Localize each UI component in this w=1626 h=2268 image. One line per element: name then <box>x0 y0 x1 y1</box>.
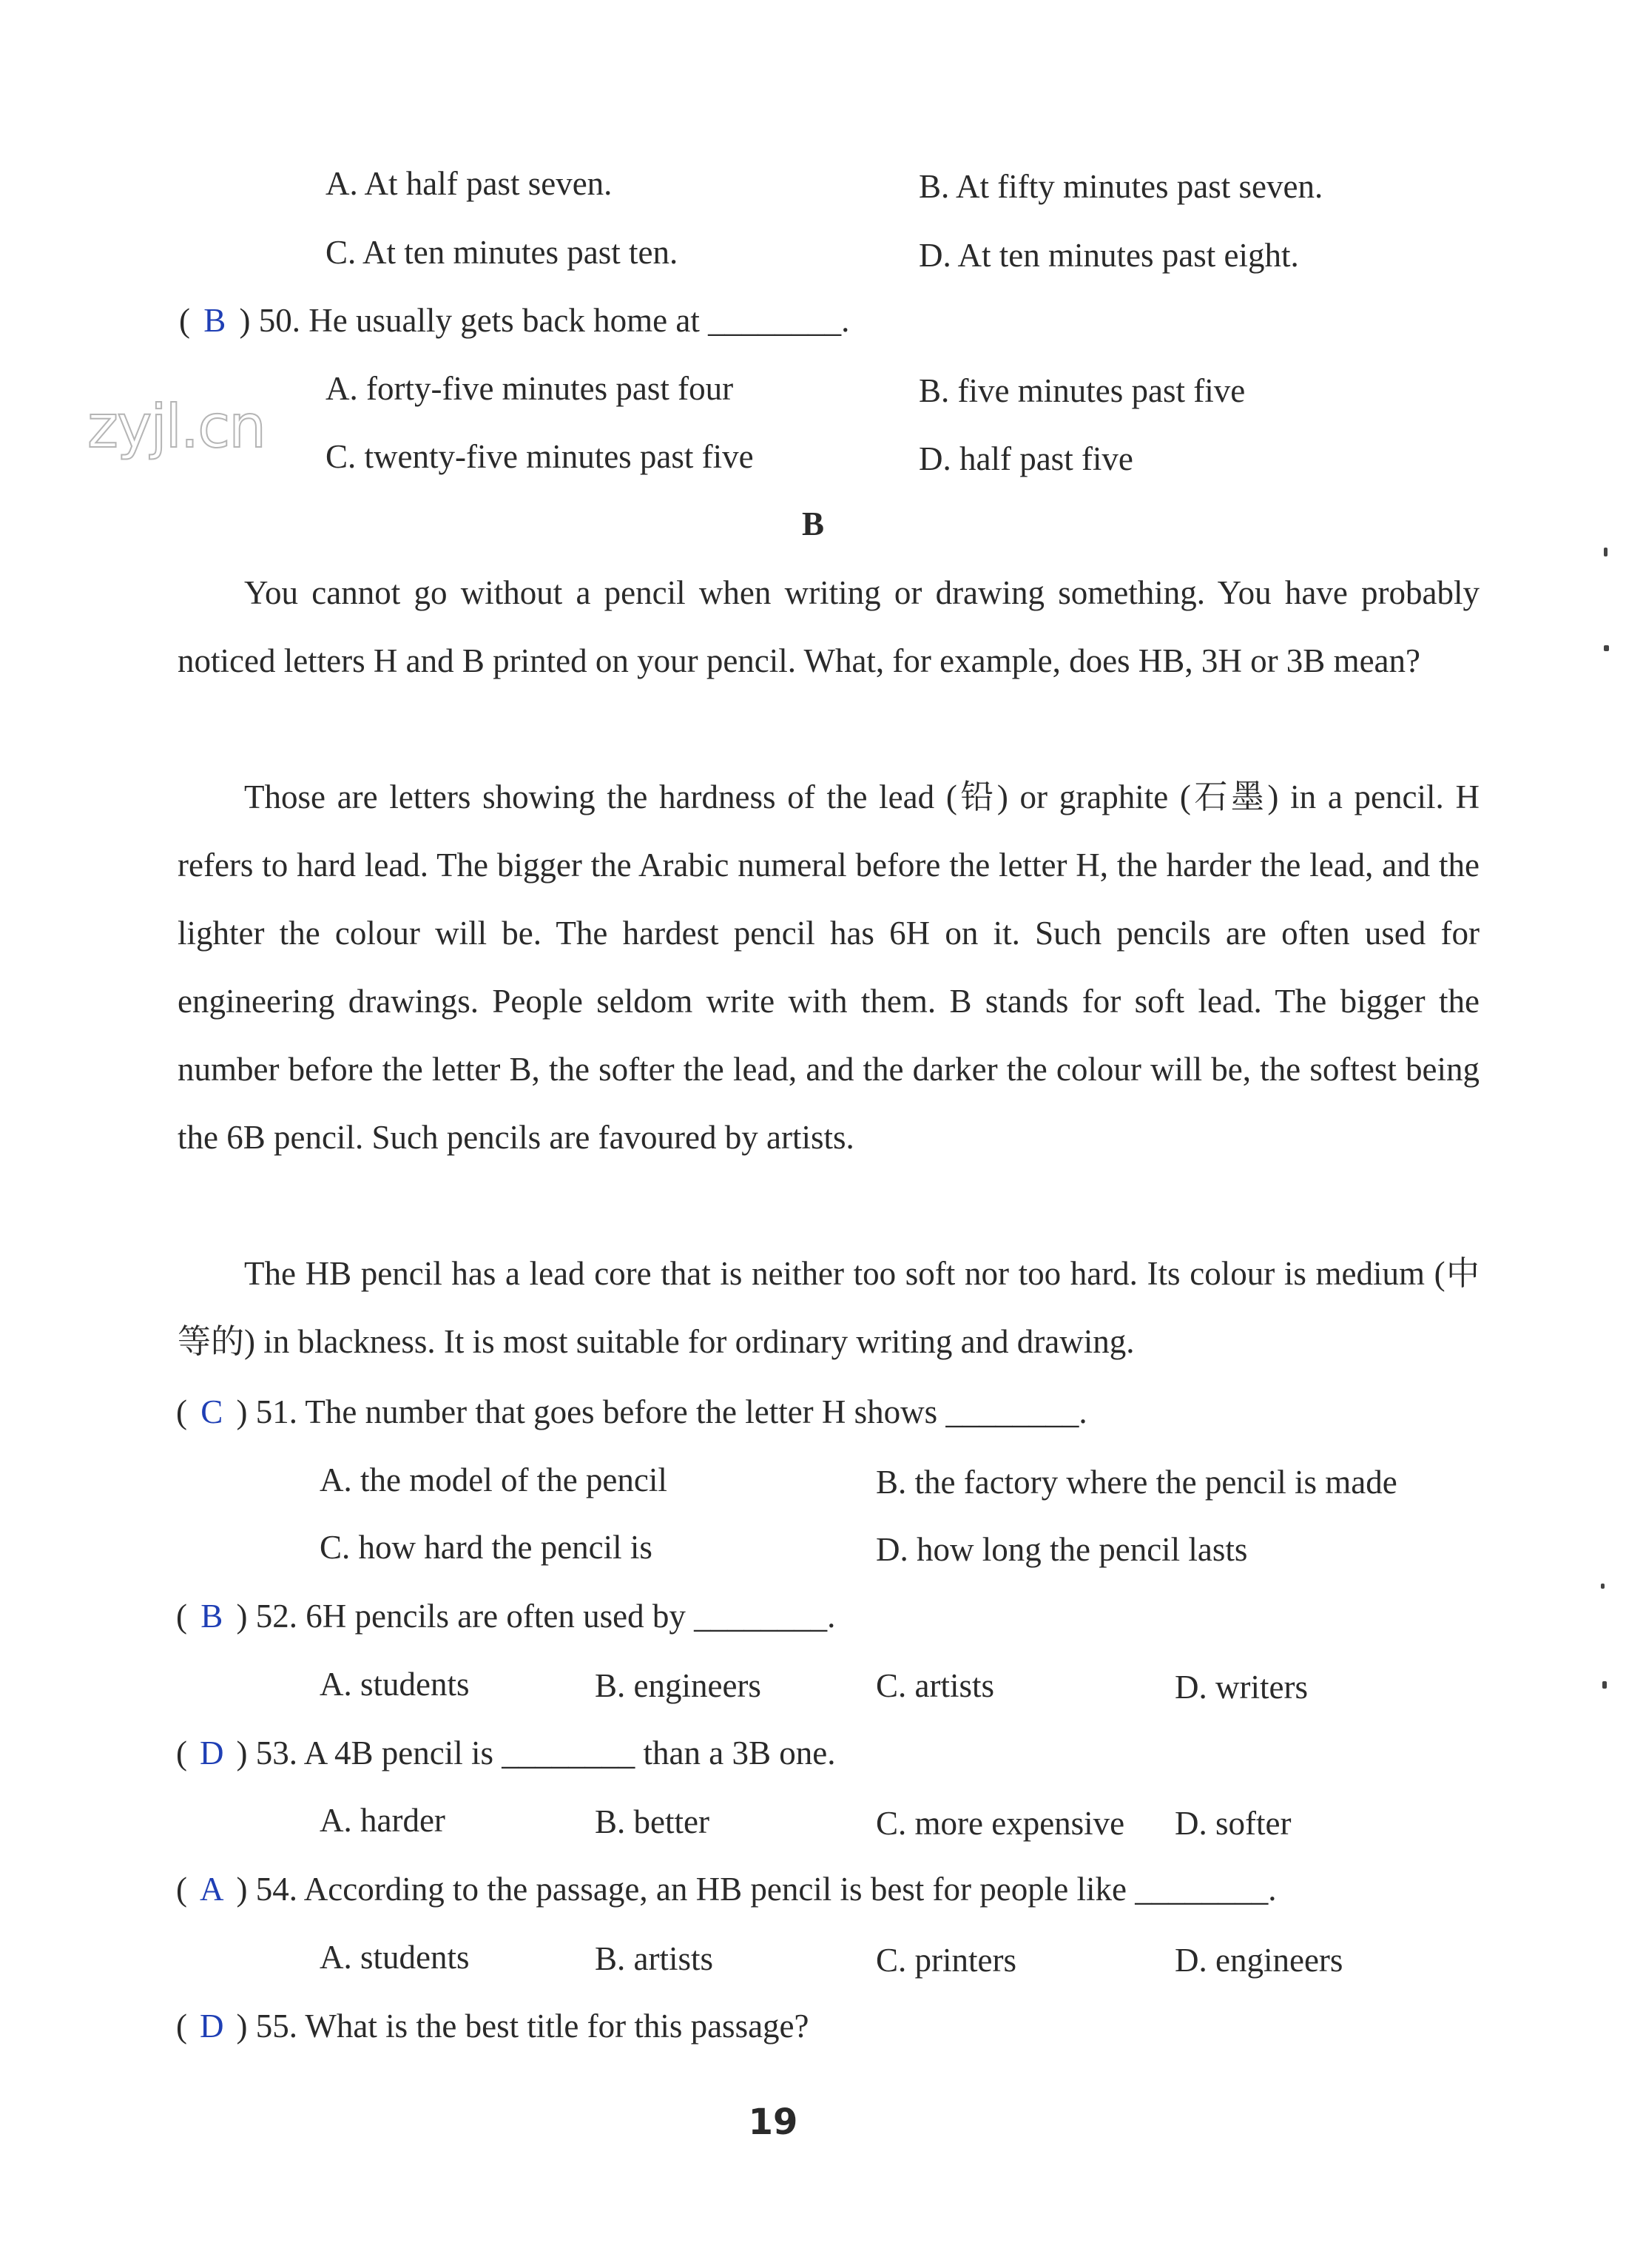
question-54: ( A ) 54. According to the passage, an HB pencil is best for people like ________. <box>176 1868 1276 1910</box>
question-51: ( C ) 51. The number that goes before the letter H shows ________. <box>176 1391 1087 1433</box>
question-55-stem: 55. What is the best title for this passage? <box>255 2008 809 2045</box>
q53-option-c: C. more expensive <box>876 1805 1125 1842</box>
q51-option-c: C. how hard the pencil is <box>320 1529 652 1566</box>
question-51-stem: 51. The number that goes before the letter H shows ________. <box>255 1393 1087 1430</box>
q53-option-a: A. harder <box>320 1802 445 1839</box>
q52-option-d: D. writers <box>1175 1669 1308 1706</box>
question-53: ( D ) 53. A 4B pencil is ________ than a 3B one. <box>176 1732 835 1774</box>
passage-paragraph-3-text: The HB pencil has a lead core that is neither too soft nor too hard. Its colour is medium (中等的) in blackness. It is most suitable for ordinary writing and drawing. <box>178 1255 1480 1360</box>
scan-speck <box>1604 645 1609 651</box>
passage-paragraph-2 <box>178 763 1480 1171</box>
q50-option-d: D. half past five <box>919 440 1133 477</box>
answer-51: C <box>200 1393 223 1430</box>
answer-50: B <box>203 302 226 339</box>
answer-55: D <box>200 2008 224 2045</box>
question-52: ( B ) 52. 6H pencils are often used by ________. <box>176 1595 835 1637</box>
scan-speck <box>1604 548 1608 556</box>
scan-speck <box>1601 1584 1605 1589</box>
q51-option-b: B. the factory where the pencil is made <box>876 1464 1397 1501</box>
answer-54: A <box>200 1871 224 1908</box>
q54-option-a: A. students <box>320 1939 470 1976</box>
question-52-stem: 52. 6H pencils are often used by ________. <box>255 1598 836 1635</box>
q50-option-b: B. five minutes past five <box>919 372 1246 409</box>
watermark-logo: zyjl.cn <box>87 392 265 461</box>
question-55: ( D ) 55. What is the best title for this passage? <box>176 2005 809 2047</box>
q51-option-d: D. how long the pencil lasts <box>876 1531 1248 1568</box>
question-50-stem: 50. He usually gets back home at ________. <box>258 302 850 339</box>
question-50: ( B ) 50. He usually gets back home at ________. <box>179 300 849 341</box>
q49-option-a: A. At half past seven. <box>325 165 613 202</box>
passage-paragraph-1-text: You cannot go without a pencil when writing or drawing something. You have probably noticed letters H and B printed on your pencil. What, for example, does HB, 3H or 3B mean? <box>178 574 1480 679</box>
q49-option-c: C. At ten minutes past ten. <box>325 234 678 271</box>
q49-option-d: D. At ten minutes past eight. <box>919 237 1299 274</box>
question-53-stem: 53. A 4B pencil is ________ than a 3B one. <box>255 1734 836 1771</box>
answer-53: D <box>200 1734 224 1771</box>
passage-paragraph-2-text: Those are letters showing the hardness of the lead (铅) or graphite (石墨) in a pencil. H refers to hard lead. The bigger the Arabic numeral before the letter H, the harder the lead, and the lighter the colour will be. The hardest pencil has 6H on it. Such pencils are often used for engineering drawings. People seldom write with them. B stands for soft lead. The bigger the number before the letter B, the softer the lead, and the darker the colour will be, the softest being the 6B pencil. Such pencils are favoured by artists. <box>178 778 1480 1156</box>
q52-option-a: A. students <box>320 1666 470 1703</box>
scan-speck <box>1602 1681 1607 1689</box>
answer-52: B <box>200 1598 223 1635</box>
q53-option-b: B. better <box>595 1803 709 1840</box>
passage-paragraph-3 <box>178 1239 1480 1376</box>
question-54-stem: 54. According to the passage, an HB pencil is best for people like ________. <box>255 1871 1277 1908</box>
passage-paragraph-1 <box>178 559 1480 695</box>
q49-option-b: B. At fifty minutes past seven. <box>919 168 1323 205</box>
section-b-heading: B <box>801 505 824 542</box>
q52-option-b: B. engineers <box>595 1667 761 1704</box>
q54-option-b: B. artists <box>595 1940 714 1977</box>
q50-option-c: C. twenty-five minutes past five <box>325 438 754 475</box>
page-number: 19 <box>748 2102 798 2143</box>
q53-option-d: D. softer <box>1175 1805 1292 1842</box>
q51-option-a: A. the model of the pencil <box>320 1461 667 1498</box>
q54-option-d: D. engineers <box>1175 1942 1343 1979</box>
q54-option-c: C. printers <box>876 1942 1016 1979</box>
q50-option-a: A. forty-five minutes past four <box>325 370 734 407</box>
q52-option-c: C. artists <box>876 1667 995 1704</box>
